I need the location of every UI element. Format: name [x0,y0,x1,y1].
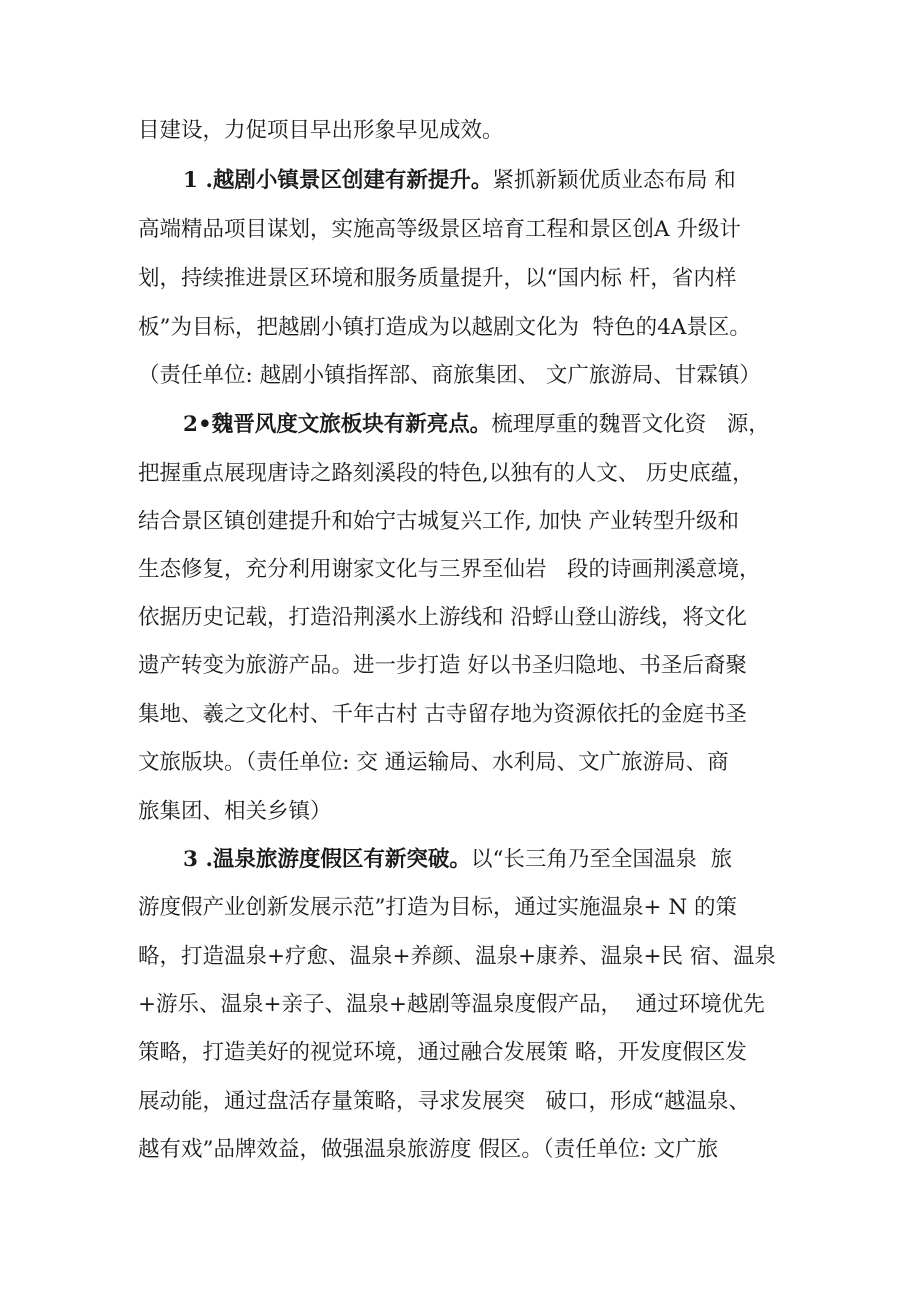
text-line-8: 把握重点展现唐诗之路刻溪段的特色,以独有的人文、 历史底蕴， [138,461,754,486]
text-line-1: 目建设，力促项目早出形象早见成效。 [138,118,504,143]
text-line-21: 展动能，通过盘活存量策略，寻求发展突 破口，形成“越温泉、 [138,1089,750,1114]
text-line-14: 文旅版块。（责任单位: 交 通运输局、水利局、文广旅游局、商 [138,750,729,775]
text-line-11: 依据历史记载，打造沿荆溪水上游线和 沿蜉山登山游线，将文化 [138,605,747,630]
section-2-heading: 2•魏晋风度文旅板块有新亮点。 [183,412,492,437]
text-line-15: 旅集团、相关乡镇） [138,799,332,824]
section-3-text: 以“长三角乃至全国温泉 旅 [470,847,733,872]
text-line-3: 高端精品项目谋划，实施高等级景区培育工程和景区创A 升级计 [138,217,741,242]
text-line-20: 策略，打造美好的视觉环境，通过融合发展策 略，开发度假区发 [138,1040,747,1065]
section-2-text: 梳理厚重的魏晋文化资 源， [491,412,770,437]
section-1-heading: 1 .越剧小镇景区创建有新提升。 [183,168,493,193]
text-line-18: 略，打造温泉+疗愈、温泉+养颜、温泉+康养、温泉+民 宿、温泉 [138,944,776,969]
section-2-first-line [183,408,808,442]
text-line-4: 划，持续推进景区环境和服务质量提升，以“国内标 杆，省内样 [138,266,737,291]
text-line-17: 游度假产业创新发展示范”打造为目标，通过实施温泉+ N 的策 [138,895,737,920]
text-line-9: 结合景区镇创建提升和始宁古城复兴工作, 加快 产业转型升级和 [138,509,740,534]
text-line-19: +游乐、温泉+亲子、温泉+越剧等温泉度假产品， 通过环境优先 [138,992,765,1017]
text-line-13: 集地、羲之文化村、千年古村 古寺留存地为资源依托的金庭书圣 [138,702,747,727]
section-1-first-line [183,164,808,198]
text-line-12: 遗产转变为旅游产品。进一步打造 好以书圣归隐地、书圣后裔聚 [138,653,747,678]
section-1-text: 紧抓新颖优质业态布局 和 [492,168,736,193]
section-3-heading: 3 .温泉旅游度假区有新突破。 [183,847,471,872]
text-line-6: （责任单位: 越剧小镇指挥部、商旅集团、 文广旅游局、甘霖镇） [138,363,761,388]
text-line-22: 越有戏”品牌效益，做强温泉旅游度 假区。（责任单位: 文广旅 [138,1137,719,1162]
text-line-5: 板”为目标，把越剧小镇打造成为以越剧文化为 特色的4A景区。 [138,315,751,340]
text-line-10: 生态修复，充分利用谢家文化与三界至仙岩 段的诗画荆溪意境， [138,557,761,582]
section-3-first-line [183,843,808,877]
